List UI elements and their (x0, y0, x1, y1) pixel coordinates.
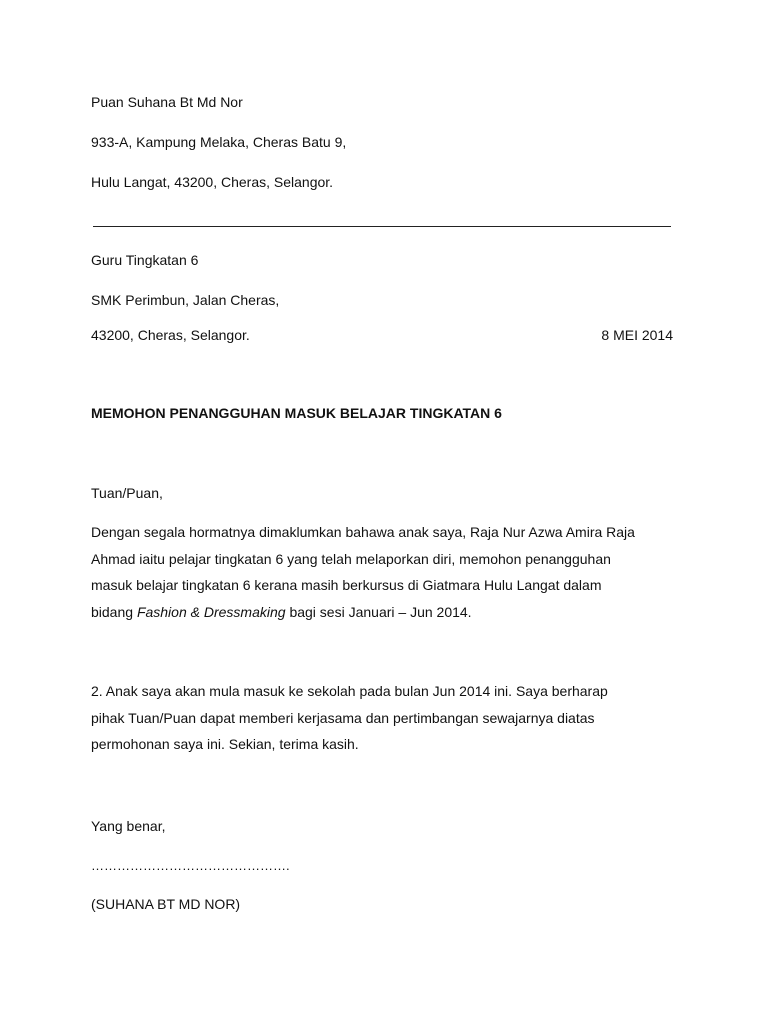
paragraph-2-row: 2. Anak saya akan mula masuk ke sekolah pada bulan Jun 2014 ini. Saya berharap (91, 683, 608, 699)
closing: Yang benar, (91, 818, 166, 834)
paragraph-2-row: permohonan saya ini. Sekian, terima kasih. (91, 736, 359, 752)
paragraph-1-row (91, 599, 691, 626)
letter-subject: MEMOHON PENANGGUHAN MASUK BELAJAR TINGKATAN 6 (91, 405, 502, 421)
paragraph-1-row4-pre: bidang (91, 603, 137, 620)
sender-address-line2: Hulu Langat, 43200, Cheras, Selangor. (91, 174, 334, 190)
paragraph-1-row: Dengan segala hormatnya dimaklumkan bahawa anak saya, Raja Nur Azwa Amira Raja (91, 524, 635, 540)
recipient-address-line1: SMK Perimbun, Jalan Cheras, (91, 292, 280, 308)
paragraph-1-row4-post: bagi sesi Januari – Jun 2014. (285, 603, 472, 620)
paragraph-1 (91, 519, 691, 625)
sender-address-line1: 933-A, Kampung Melaka, Cheras Batu 9, (91, 134, 347, 150)
recipient-title: Guru Tingkatan 6 (91, 252, 199, 268)
paragraph-2 (91, 678, 691, 758)
signature-line: ………………………………………. (91, 858, 290, 873)
paragraph-1-row: Ahmad iaitu pelajar tingkatan 6 yang telah melaporkan diri, memohon penangguhan (91, 550, 611, 567)
salutation: Tuan/Puan, (91, 485, 163, 501)
course-name: Fashion & Dressmaking (136, 603, 286, 620)
recipient-address-line2: 43200, Cheras, Selangor. (91, 327, 250, 343)
separator-line (93, 226, 671, 227)
letter-date: 8 MEI 2014 (601, 327, 673, 343)
sender-name: Puan Suhana Bt Md Nor (91, 94, 243, 110)
paragraph-1-row: masuk belajar tingkatan 6 kerana masih berkursus di Giatmara Hulu Langat dalam (91, 577, 602, 593)
paragraph-2-row: pihak Tuan/Puan dapat memberi kerjasama dan pertimbangan sewajarnya diatas (91, 709, 595, 726)
signatory-name: (SUHANA BT MD NOR) (91, 896, 241, 912)
